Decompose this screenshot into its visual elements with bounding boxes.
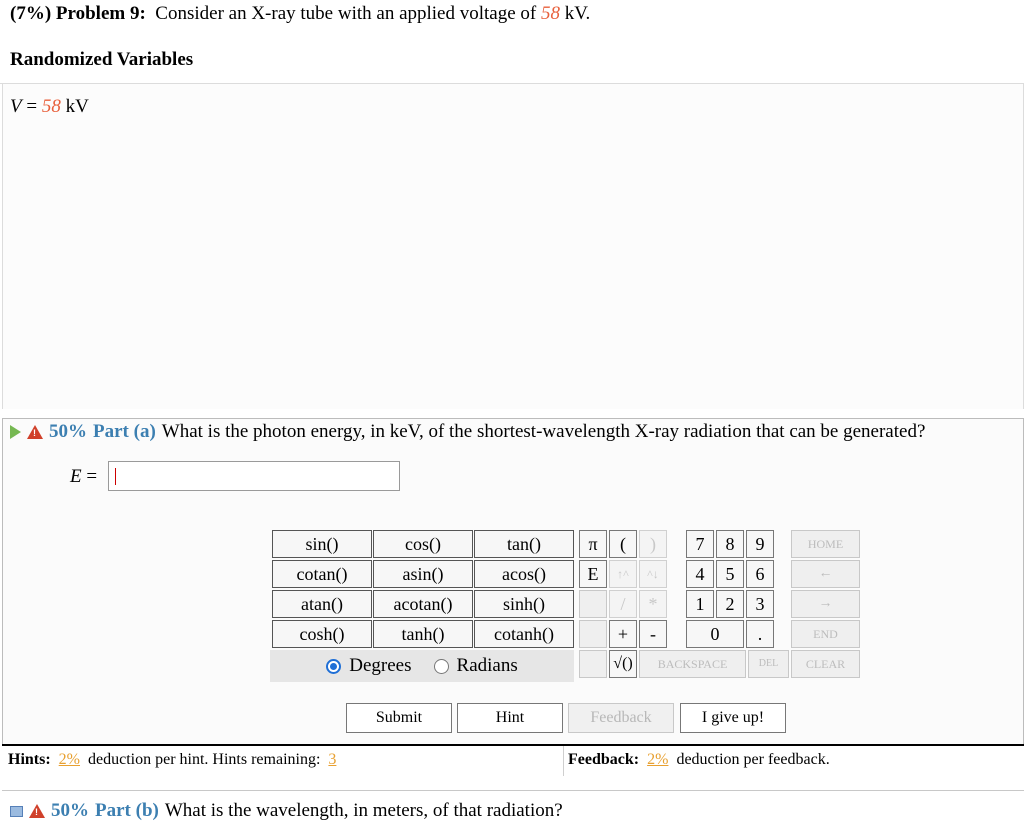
clear-key[interactable]: CLEAR (791, 650, 860, 678)
problem-text-unit: kV. (564, 3, 591, 24)
angle-mode-bar (270, 650, 574, 682)
problem-label: Problem 9: (55, 3, 146, 24)
part-a-label: Part (a) (93, 421, 156, 442)
hint-deduction: 2% (58, 751, 80, 768)
blank-key (579, 650, 607, 678)
part-a-question: What is the photon energy, in keV, of the shortest-wavelength X-ray radiation that can be generated? (161, 421, 926, 442)
variable-line (10, 96, 89, 118)
tanh-button[interactable]: tanh() (373, 620, 473, 648)
down-caret-key[interactable]: ^↓ (639, 560, 667, 588)
blank-key (579, 620, 607, 648)
feedback-info (568, 751, 830, 769)
play-icon[interactable] (10, 425, 21, 439)
part-b-label: Part (b) (95, 800, 159, 821)
sinh-button[interactable]: sinh() (474, 590, 574, 618)
cosh-button[interactable]: cosh() (272, 620, 372, 648)
multiply-key[interactable]: * (639, 590, 667, 618)
acos-button[interactable]: acos() (474, 560, 574, 588)
degrees-radio[interactable] (326, 659, 341, 674)
answer-label: E = (70, 466, 98, 487)
divide-key[interactable]: / (609, 590, 637, 618)
part-b-question: What is the wavelength, in meters, of that radiation? (164, 800, 563, 821)
hints-text: deduction per hint. Hints remaining: (88, 751, 321, 768)
pi-key[interactable]: π (579, 530, 607, 558)
divider (0, 83, 1024, 84)
voltage-value: 58 (541, 3, 560, 24)
variable-unit: kV (60, 96, 89, 117)
text-caret (115, 468, 116, 485)
problem-weight: (7%) (10, 3, 52, 24)
variable-value: 58 (41, 96, 61, 117)
digit-2-key[interactable]: 2 (716, 590, 744, 618)
hint-button[interactable]: Hint (457, 703, 563, 733)
right-paren-key[interactable]: ) (639, 530, 667, 558)
radians-label: Radians (456, 655, 518, 676)
part-a-weight: 50% (49, 421, 87, 442)
hints-remaining: 3 (328, 751, 337, 768)
submit-button[interactable]: Submit (346, 703, 452, 733)
cotan-button[interactable]: cotan() (272, 560, 372, 588)
hints-label: Hints: (8, 751, 51, 768)
plus-key[interactable]: + (609, 620, 637, 648)
home-key[interactable]: HOME (791, 530, 860, 558)
right-arrow-key[interactable]: → (791, 590, 860, 618)
degrees-label: Degrees (349, 655, 412, 676)
blank-key (579, 590, 607, 618)
divider (563, 746, 564, 776)
calculator (270, 528, 860, 682)
left-paren-key[interactable]: ( (609, 530, 637, 558)
part-b-weight: 50% (51, 800, 89, 821)
divider (2, 744, 1024, 746)
decimal-key[interactable]: . (746, 620, 774, 648)
cos-button[interactable]: cos() (373, 530, 473, 558)
delete-key[interactable]: DEL (748, 650, 789, 678)
digit-8-key[interactable]: 8 (716, 530, 744, 558)
cotanh-button[interactable]: cotanh() (474, 620, 574, 648)
feedback-text: deduction per feedback. (676, 751, 830, 768)
minus-key[interactable]: - (639, 620, 667, 648)
variable-equals: = (21, 96, 42, 117)
digit-4-key[interactable]: 4 (686, 560, 714, 588)
digit-3-key[interactable]: 3 (746, 590, 774, 618)
part-b-header[interactable] (10, 800, 563, 822)
problem-title (10, 3, 590, 25)
feedback-deduction: 2% (647, 751, 669, 768)
left-arrow-key[interactable]: ← (791, 560, 860, 588)
expand-icon[interactable] (10, 806, 23, 817)
up-caret-key[interactable]: ↑^ (609, 560, 637, 588)
asin-button[interactable]: asin() (373, 560, 473, 588)
radians-radio[interactable] (434, 659, 449, 674)
problem-text: Consider an X-ray tube with an applied voltage of (155, 3, 537, 24)
digit-5-key[interactable]: 5 (716, 560, 744, 588)
warning-icon: ! (27, 425, 43, 439)
feedback-label: Feedback: (568, 751, 640, 768)
atan-button[interactable]: atan() (272, 590, 372, 618)
problem-panel (2, 84, 1024, 409)
answer-input[interactable] (108, 461, 400, 491)
backspace-key[interactable]: BACKSPACE (639, 650, 746, 678)
digit-6-key[interactable]: 6 (746, 560, 774, 588)
hints-info (8, 751, 336, 769)
sqrt-key[interactable]: √() (609, 650, 637, 678)
warning-icon: ! (29, 804, 45, 818)
sin-button[interactable]: sin() (272, 530, 372, 558)
give-up-button[interactable]: I give up! (680, 703, 786, 733)
end-key[interactable]: END (791, 620, 860, 648)
tan-button[interactable]: tan() (474, 530, 574, 558)
digit-7-key[interactable]: 7 (686, 530, 714, 558)
part-a-header (10, 421, 925, 443)
e-key[interactable]: E (579, 560, 607, 588)
digit-0-key[interactable]: 0 (686, 620, 744, 648)
digit-9-key[interactable]: 9 (746, 530, 774, 558)
divider (2, 790, 1024, 791)
digit-1-key[interactable]: 1 (686, 590, 714, 618)
variable-name: V (10, 96, 22, 117)
feedback-button[interactable]: Feedback (568, 703, 674, 733)
randomized-variables-title: Randomized Variables (10, 49, 194, 70)
acotan-button[interactable]: acotan() (373, 590, 473, 618)
